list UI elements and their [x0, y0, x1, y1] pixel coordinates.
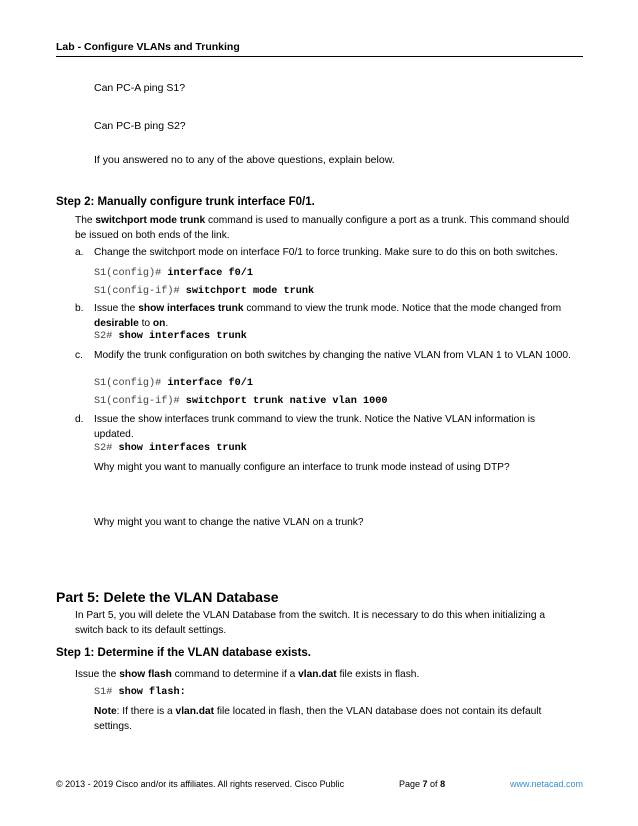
step2-item-d — [75, 412, 585, 440]
text-bold: vlan.dat — [298, 669, 337, 680]
item-text: Modify the trunk configuration on both switches by changing the native VLAN from VLAN 1 to VLAN 1000. — [94, 350, 571, 361]
code-line — [94, 286, 314, 297]
footer-link-netacad[interactable]: www.netacad.com — [510, 779, 584, 789]
intro-text: The — [75, 215, 96, 226]
text-bold: on — [152, 318, 166, 329]
current-page: 7 — [422, 779, 428, 789]
code-line — [94, 443, 247, 454]
step2-item-c — [75, 348, 585, 363]
step2-item-a — [75, 245, 585, 260]
part5-heading: Part 5: Delete the VLAN Database — [56, 589, 279, 605]
footer-copyright: © 2013 - 2019 Cisco and/or its affiliates. All rights reserved. Cisco Public — [56, 779, 345, 789]
code-prompt: S2# — [94, 331, 119, 342]
question-native-vlan: Why might you want to change the native VLAN on a trunk? — [94, 517, 364, 528]
code-command: interface f0/1 — [167, 268, 253, 279]
item-text: Issue the show interfaces trunk command to view the trunk. Notice the Native VLAN information is updated. — [94, 414, 536, 440]
code-command: show interfaces trunk — [118, 443, 247, 454]
code-prompt: S1(config)# — [94, 378, 168, 389]
code-command: show flash: — [118, 687, 186, 698]
step2-intro — [75, 213, 575, 243]
question-explain: If you answered no to any of the above questions, explain below. — [94, 154, 395, 166]
code-command: interface f0/1 — [167, 378, 253, 389]
code-prompt: S1# — [94, 687, 119, 698]
total-pages: 8 — [440, 779, 446, 789]
step2-item-b — [75, 301, 585, 329]
part5-intro: In Part 5, you will delete the VLAN Database from the switch. It is necessary to do this when initializing a switch back to its default settings. — [75, 610, 545, 636]
page-header-title: Lab - Configure VLANs and Trunking — [56, 41, 240, 53]
text-bold: vlan.dat — [175, 706, 215, 717]
text-run: to — [138, 318, 153, 329]
code-line — [94, 687, 186, 698]
text-run: of — [427, 779, 441, 789]
code-line — [94, 378, 253, 389]
item-label: b. — [75, 303, 84, 314]
text-run: file exists in flash. — [336, 669, 420, 680]
question-pcb-ping: Can PC-B ping S2? — [94, 120, 186, 132]
item-text — [94, 301, 574, 331]
text-bold: desirable — [94, 318, 139, 329]
header-divider — [56, 56, 583, 57]
question-pca-ping: Can PC-A ping S1? — [94, 82, 186, 94]
code-prompt: S1(config)# — [94, 268, 168, 279]
item-label: a. — [75, 247, 84, 258]
code-line — [94, 396, 387, 407]
code-line — [94, 331, 247, 342]
code-prompt: S1(config-if)# — [94, 286, 186, 297]
item-label: c. — [75, 350, 83, 361]
question-dtp: Why might you want to manually configure an interface to trunk mode instead of using DTP? — [94, 462, 510, 473]
code-line — [94, 268, 253, 279]
item-label: d. — [75, 414, 84, 425]
note-label: Note — [94, 706, 117, 717]
step1-instruction — [75, 669, 419, 680]
code-prompt: S1(config-if)# — [94, 396, 186, 407]
step1-note — [94, 704, 574, 734]
code-prompt: S2# — [94, 443, 119, 454]
text-run: file located in flash, then the VLAN database does not contain its default settings. — [94, 706, 542, 732]
text-run: command to view the trunk mode. Notice that the mode changed from — [243, 303, 562, 314]
text-run: Issue the — [75, 669, 120, 680]
intro-text-rest: command is used to manually configure a port as a trunk. This command should be issued on both ends of the link. — [75, 215, 570, 241]
step2-heading: Step 2: Manually configure trunk interface F0/1. — [56, 196, 315, 208]
step1-heading: Step 1: Determine if the VLAN database exists. — [56, 647, 311, 659]
text-run: Issue the — [94, 303, 139, 314]
code-command: switchport trunk native vlan 1000 — [185, 396, 388, 407]
code-command: show interfaces trunk — [118, 331, 247, 342]
footer-page-number — [399, 779, 445, 789]
item-text: Change the switchport mode on interface F0/1 to force trunking. Make sure to do this on both switches. — [94, 247, 558, 258]
intro-command: switchport mode trunk — [95, 215, 206, 226]
text-run: command to determine if a — [171, 669, 299, 680]
text-run: . — [165, 318, 169, 329]
text-run: Page — [399, 779, 423, 789]
text-run: : If there is a — [116, 706, 176, 717]
text-bold: show flash — [119, 669, 172, 680]
code-command: switchport mode trunk — [185, 286, 315, 297]
text-bold: show interfaces trunk — [138, 303, 244, 314]
